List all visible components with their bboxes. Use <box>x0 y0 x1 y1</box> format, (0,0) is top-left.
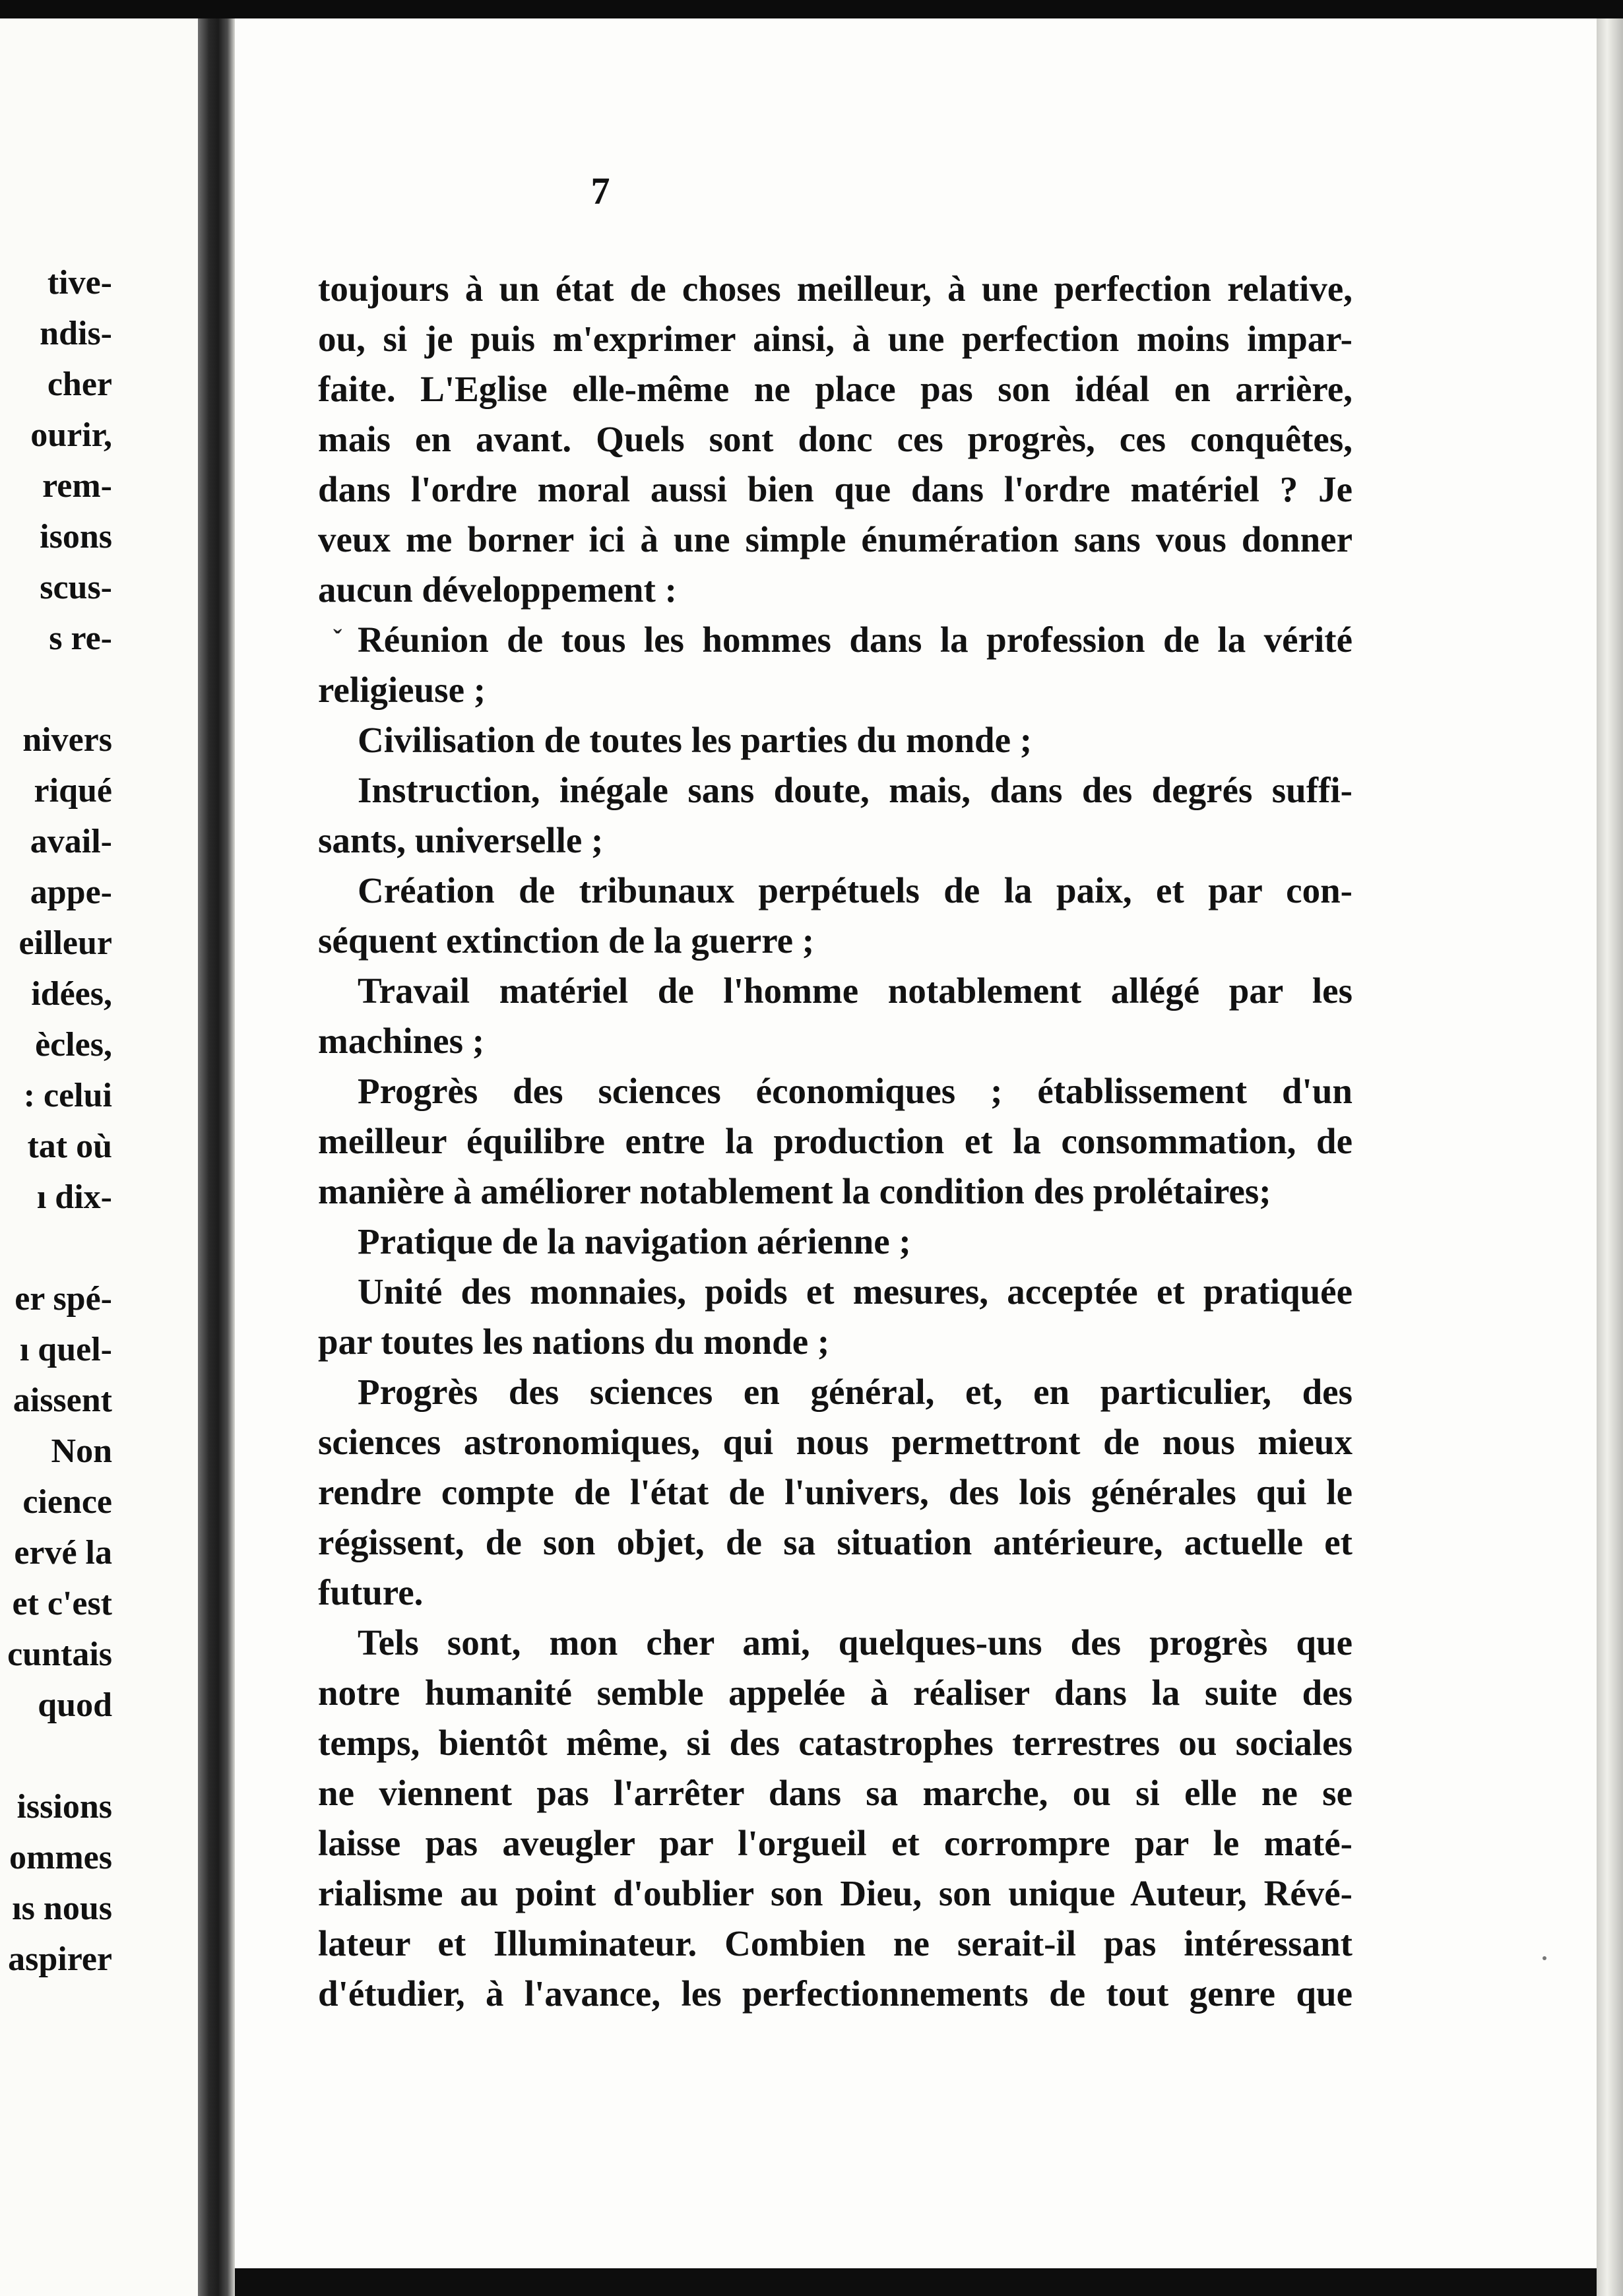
text-line: Travail matériel de l'homme notablement allégé par les <box>358 971 1352 1011</box>
left-page-fragment: ı dix- <box>36 1178 112 1216</box>
left-page-fragment: tive- <box>47 264 112 302</box>
text-line: manière à améliorer notablement la condition des prolétaires; <box>318 1171 1271 1211</box>
left-page-fragment: ervé la <box>14 1534 112 1572</box>
text-line: sants, universelle ; <box>318 820 604 860</box>
left-page-fragment: issions <box>16 1788 112 1826</box>
text-line: religieuse ; <box>318 670 486 710</box>
left-page-fragment: ommes <box>9 1839 112 1876</box>
stray-ink-mark: ˇ <box>333 624 342 654</box>
ink-speck <box>1543 1956 1546 1960</box>
text-line: meilleur équilibre entre la production et la consommation, de <box>318 1121 1352 1161</box>
left-page-fragment: avail- <box>30 823 112 860</box>
left-page-fragment: aspirer <box>8 1940 112 1978</box>
scan-bottom-border <box>235 2268 1597 2296</box>
left-page-fragment: appe- <box>30 874 112 911</box>
left-page-fragment <box>0 1731 112 1781</box>
left-page-fragment: scus- <box>40 569 112 606</box>
text-line: Civilisation de toutes les parties du monde ; <box>358 720 1033 760</box>
left-page-fragment <box>0 664 112 715</box>
left-page-fragment: : celui <box>23 1077 112 1114</box>
left-page-fragment: ı quel- <box>19 1331 112 1368</box>
left-page-fragment <box>0 1223 112 1273</box>
text-line: veux me borner ici à une simple énumération sans vous donner <box>318 519 1352 559</box>
text-line: Progrès des sciences en général, et, en particulier, des <box>358 1372 1352 1412</box>
left-page-fragment: cience <box>22 1483 112 1521</box>
text-line: d'étudier, à l'avance, les perfectionnements de tout genre que <box>318 1973 1352 2014</box>
text-line: faite. L'Eglise elle-même ne place pas son idéal en arrière, <box>318 369 1352 409</box>
body-text <box>318 264 1352 2019</box>
text-line: Pratique de la navigation aérienne ; <box>358 1221 911 1261</box>
text-line: régissent, de son objet, de sa situation antérieure, actuelle et <box>318 1522 1352 1562</box>
text-line: lateur et Illuminateur. Combien ne serait-il pas intéressant <box>318 1923 1352 1963</box>
text-line: ou, si je puis m'exprimer ainsi, à une perfection moins impar- <box>318 319 1352 359</box>
text-line: Instruction, inégale sans doute, mais, dans des degrés suffi- <box>358 770 1352 810</box>
text-line: rendre compte de l'état de l'univers, des lois générales qui le <box>318 1472 1352 1512</box>
left-page-text-fragments <box>0 257 112 1985</box>
text-line: future. <box>318 1572 424 1612</box>
left-page-fragment: ndis- <box>40 315 112 352</box>
text-line: dans l'ordre moral aussi bien que dans l'ordre matériel ? Je <box>318 469 1352 509</box>
text-line: mais en avant. Quels sont donc ces progrès, ces conquêtes, <box>318 419 1352 459</box>
left-page-fragment: ècles, <box>35 1026 112 1064</box>
text-line: par toutes les nations du monde ; <box>318 1322 830 1362</box>
text-line: Progrès des sciences économiques ; établissement d'un <box>358 1071 1352 1111</box>
text-line: Unité des monnaies, poids et mesures, acceptée et pratiquée <box>358 1271 1352 1312</box>
text-line: Réunion de tous les hommes dans la profession de la vérité <box>358 620 1352 660</box>
left-page-fragment: s re- <box>49 620 112 657</box>
left-page-fragment: riqué <box>34 772 112 810</box>
book-gutter <box>198 18 235 2296</box>
text-line: ne viennent pas l'arrêter dans sa marche, ou si elle ne se <box>318 1773 1352 1813</box>
text-line: Tels sont, mon cher ami, quelques-uns des progrès que <box>358 1622 1352 1663</box>
left-page <box>0 18 198 2296</box>
left-page-fragment: isons <box>40 518 112 556</box>
text-line: notre humanité semble appelée à réaliser dans la suite des <box>318 1673 1352 1713</box>
left-page-fragment: tat où <box>27 1128 112 1165</box>
left-page-fragment: eilleur <box>18 924 112 962</box>
left-page-fragment: cuntais <box>7 1636 112 1673</box>
text-line: sciences astronomiques, qui nous permettront de nous mieux <box>318 1422 1352 1462</box>
text-line: Création de tribunaux perpétuels de la paix, et par con- <box>358 870 1352 910</box>
text-line: toujours à un état de choses meilleur, à une perfection relative, <box>318 269 1352 309</box>
left-page-fragment: idées, <box>31 975 112 1013</box>
page-edge <box>1597 18 1623 2296</box>
page-number: 7 <box>590 170 610 212</box>
left-page-fragment: cher <box>47 366 112 403</box>
text-line: aucun développement : <box>318 569 677 610</box>
left-page-fragment: Non <box>51 1432 112 1470</box>
text-line: laisse pas aveugler par l'orgueil et corrompre par le maté- <box>318 1823 1352 1863</box>
scan-top-border <box>0 0 1623 18</box>
left-page-fragment: quod <box>38 1686 112 1724</box>
left-page-fragment: aissent <box>13 1382 112 1419</box>
left-page-fragment: ıs nous <box>12 1890 112 1927</box>
left-page-fragment: et c'est <box>12 1585 112 1622</box>
text-line: machines ; <box>318 1021 485 1061</box>
left-page-fragment: ourir, <box>30 416 112 454</box>
text-line: temps, bientôt même, si des catastrophes terrestres ou sociales <box>318 1723 1352 1763</box>
text-line: séquent extinction de la guerre ; <box>318 920 815 961</box>
left-page-fragment: rem- <box>42 467 112 505</box>
left-page-fragment: nivers <box>22 721 112 759</box>
left-page-fragment: er spé- <box>15 1280 112 1318</box>
text-line: rialisme au point d'oublier son Dieu, son unique Auteur, Révé- <box>318 1873 1352 1913</box>
